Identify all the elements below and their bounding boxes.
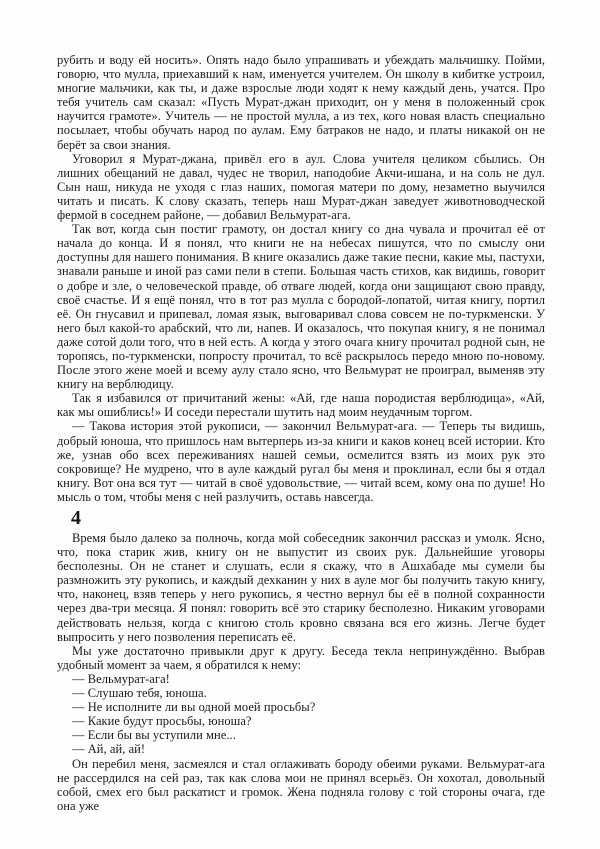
paragraph: Мы уже достаточно привыкли друг к другу. Беседа текла непринуждённо. Выбрав удобный момент за чаем, я обратился к нему:	[57, 643, 545, 672]
paragraph: Время было далеко за полночь, когда мой собеседник закончил рассказ и умолк. Ясно, что, пока старик жив, книгу он не выпустит из своих рук. Дальнейшие уговоры бесполезны. Он не станет и слушать, если я скажу, что в Ашхабаде мы сумели бы размножить эту рукопись, и каждый дехканин у них в ауле мог бы получить такую книгу, что, наконец, взяв теперь у него рукопись, я честно вернул бы её в полной сохранности через два-три месяца. Я понял: говорить всё это старику бесполезно. Никаким уговорами действовать нельзя, когда с книгою столь кровно связана вся его жизнь. Легче будет выпросить у него позволения переписать её.	[57, 531, 545, 644]
dialogue-line: — Какие будут просьбы, юноша?	[72, 714, 252, 729]
paragraph: Так вот, когда сын постиг грамоту, он достал книгу со дна чувала и прочитал её от начала до конца. И я понял, что книги не на небесах пишутся, что по смыслу они доступны для нашего понимания. В книге оказались даже такие песни, какие мы, пастухи, знавали раньше и иной раз сами пели в степи. Большая часть стихов, как видишь, говорит о добре и зле, о человеческой правде, об отваге людей, когда они защищают свою правду, своё счастье. И я ещё понял, что в тот раз мулла с бородой-лопатой, читая книгу, портил её. Он гнусавил и припевал, ломая язык, выговаривал слова совсем не по-туркменски. У него был какой-то арабский, что ли, напев. И оказалось, что покупая книгу, я не понимал даже сотой доли того, что в ней есть. А когда у этого очага книгу прочитал родной сын, не торопясь, по-туркменски, попросту прочитал, то всё раскрылось передо мною по-новому. После этого жене моей и всему аулу стало ясно, что Вельмурат не проиграл, выменяв эту книгу на верблюдицу.	[57, 222, 545, 392]
paragraph: Уговорил я Мурат-джана, привёл его в аул. Слова учителя целиком сбылись. Он лишних обещаний не давал, чудес не творил, наподобие Акчи-ишана, и на соль не дул. Сын наш, никуда не уходя с глаз наших, помогая матери по дому, незаметно выучился читать и писать. К слову сказать, теперь наш Мурат-джан заведует животноводческой фермой в соседнем районе, — добавил Вельмурат-ага.	[57, 151, 545, 223]
paragraph: Так я избавился от причитаний жены: «Ай, где наша породистая верблюдица», «Ай, как мы ошиблись!» И соседи перестали шутить над моим неудачным торгом.	[57, 391, 545, 420]
dialogue-paragraph: — Такова история этой рукописи, — закончил Вельмурат-ага. — Теперь ты видишь, добрый юноша, что пришлось нам вытерперь из-за книги и каков конец всей истории. Кто же, узнав обо всех переживаниях нашей семьи, осмелится взять из моих рук это сокровище? Не мудрено, что в ауле каждый ругал бы меня и проклинал, если бы я отдал книгу. Вот она вся тут — читай в своё удовольствие, — читай всем, кому она по душе! Но мысль о том, чтобы меня с ней разлучить, оставь навсегда.	[57, 419, 545, 504]
paragraph: Он перебил меня, засмеялся и стал оглаживать бороду обеими руками. Вельмурат-ага не рассердился на сей раз, так как слова мои не принял всерьёз. Он хохотал, довольный собой, смех его был раскатист и громок. Жена подняла голову с той стороны очага, где она уже	[57, 756, 545, 813]
dialogue-line: — Вельмурат-ага!	[72, 671, 170, 686]
dialogue-line: — Ай, ай, ай!	[72, 742, 146, 757]
dialogue-line: — Если бы вы уступили мне...	[72, 728, 236, 743]
paragraph: рубить и воду ей носить». Опять надо было упрашивать и убеждать мальчишку. Пойми, говорю, что мулла, приехавший к нам, именуется учителем. Он школу в кибитке устроил, многие мальчики, как ты, и даже взрослые люди ходят к нему каждый день, учатся. Про тебя учитель сам сказал: «Пусть Мурат-джан приходит, он у меня в положенный срок научится грамоте». Учитель — не простой мулла, а из тех, кого новая власть специально посылает, чтобы обучать народ по аулам. Ему батраков не надо, и платы никакой он не берёт за свои знания.	[57, 53, 545, 152]
dialogue-line: — Не исполните ли вы одной моей просьбы?	[72, 700, 316, 715]
section-number-heading: 4	[71, 507, 81, 529]
dialogue-line: — Слушаю тебя, юноша.	[72, 686, 207, 701]
